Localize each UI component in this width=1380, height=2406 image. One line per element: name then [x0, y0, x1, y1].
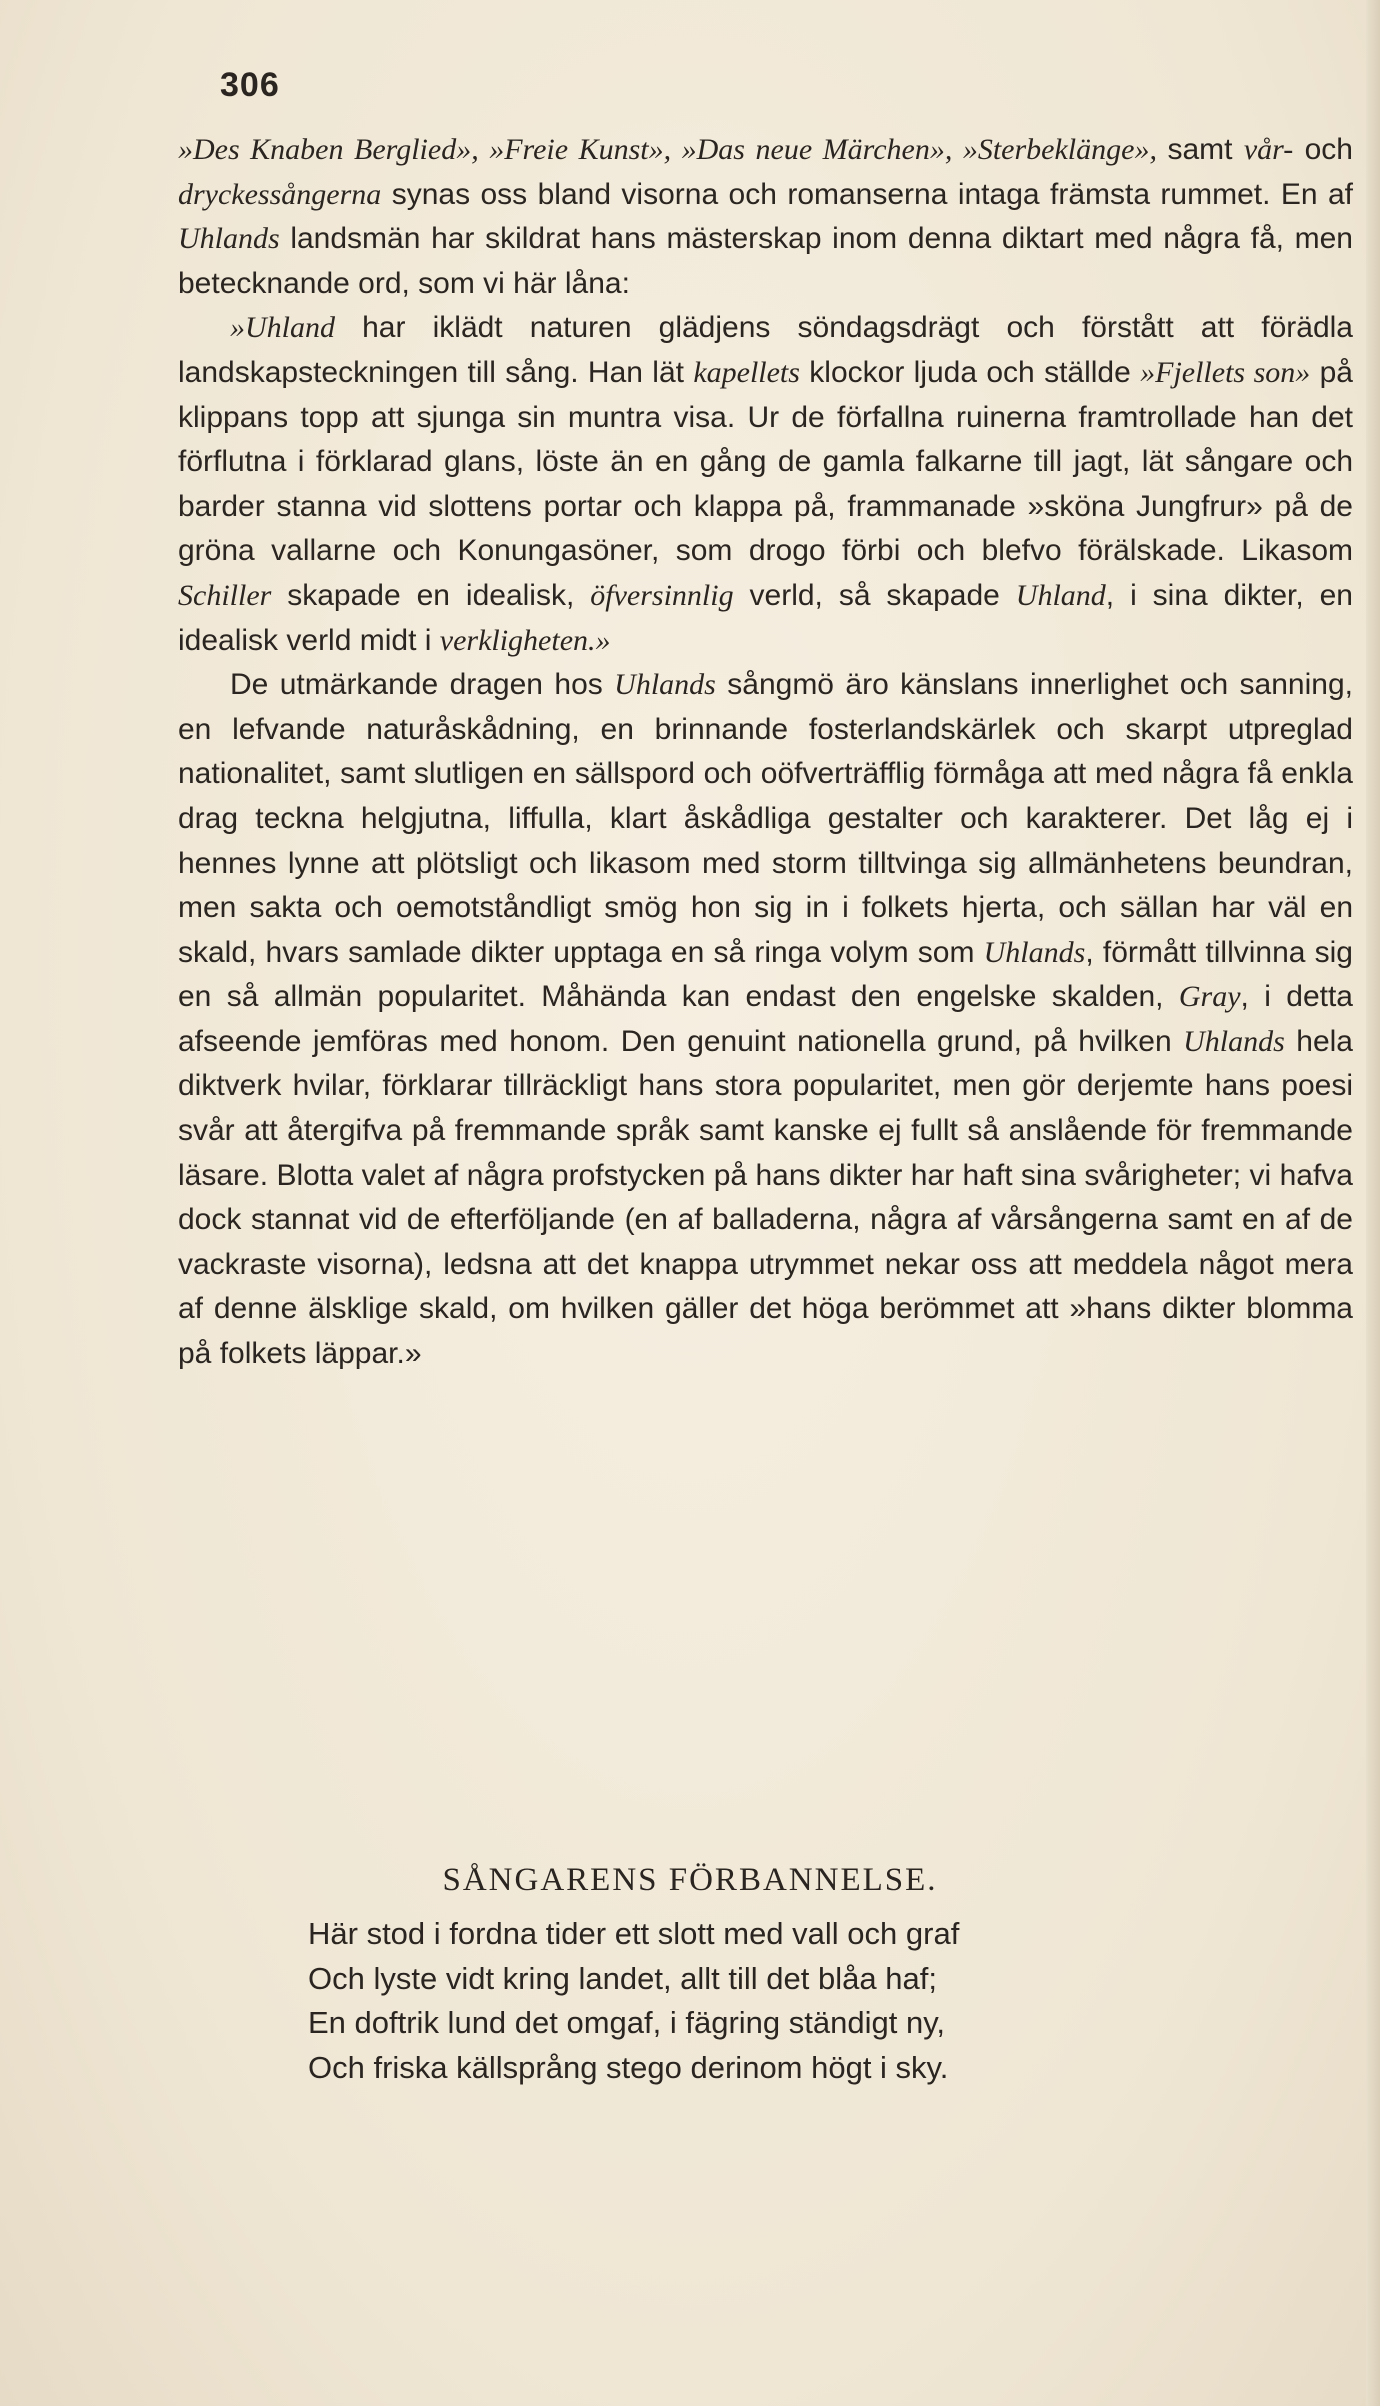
italic-text: dryckessångerna — [178, 177, 382, 211]
page-edge — [1366, 0, 1380, 2406]
italic-text: Schiller — [178, 578, 272, 612]
italic-text: Uhlands — [178, 222, 280, 256]
italic-text: Uhlands — [614, 668, 716, 702]
text-run: , i detta afseende jemföras med honom. Den genuint nationella grund, på hvilken — [178, 980, 1353, 1058]
italic-text: kapellets — [693, 355, 800, 389]
text-run: på klippans topp att sjunga sin muntra visa. Ur de förfallna ruinerna framtrollade han det förflutna i förklarad glans, löste än en gång de gamla falkarne till jagt, lät sångare och barder stanna vid slottens portar och klappa på, frammanade »sköna Jungfrur» på de gröna vallarne och Konungasöner, som drogo förbi och blefvo förälskade. Likasom — [178, 355, 1353, 568]
italic-text: öfversinnlig — [590, 578, 734, 612]
text-run: har iklädt naturen glädjens söndagsdrägt och förstått att förädla landskapsteckningen till sång. Han lät — [178, 311, 1353, 389]
page-number: 306 — [220, 66, 280, 104]
text-run: samt — [1167, 133, 1244, 166]
text-run: landsmän har skildrat hans mästerskap inom denna diktart med några få, men betecknande ord, som vi här låna: — [178, 222, 1353, 300]
poem-line: Och lyste vidt kring landet, allt till det blåa haf; — [308, 1960, 937, 1996]
poem — [308, 1912, 1308, 2090]
italic-text: Uhland — [1015, 578, 1106, 612]
text-run: , i sina dikter, en idealisk verld midt i — [178, 578, 1353, 657]
poem-title: SÅNGARENS FÖRBANNELSE. — [442, 1862, 938, 1898]
paragraph — [178, 306, 1353, 663]
text-run: sångmö äro känslans innerlighet och sanning, en lefvande naturåskådning, en brinnande fosterlandskärlek och skarpt utpreglad nationalitet, samt slutligen en sällspord och oöfverträfflig förmåga att med några få enkla drag teckna helgjutna, liffulla, klart åskådliga gestalter och karakterer. Det låg ej i hennes lynne att plötsligt och likasom med storm tilltvinga sig allmänhetens beundran, men sakta och oemotståndligt smög hon sig in i folkets hjerta, och sällan har väl en skald, hvars samlade dikter upptaga en så ringa volym som — [178, 668, 1353, 969]
italic-text: Gray — [1178, 980, 1241, 1014]
paragraph — [178, 663, 1353, 1377]
poem-line: Och friska källsprång stego derinom högt i sky. — [308, 2049, 949, 2085]
text-run: verld, så skapade — [733, 578, 1016, 612]
poem-line: En doftrik lund det omgaf, i fägring ständigt ny, — [308, 2005, 946, 2041]
italic-text: verkligheten.» — [439, 623, 611, 657]
italic-text: Uhlands — [983, 935, 1086, 969]
italic-text: »Des Knaben Berglied», »Freie Kunst», »Das neue Märchen», »Sterbeklänge», — [178, 133, 1168, 166]
text-run: hela diktverk hvilar, förklarar tillräckligt hans stora popularitet, men gör derjemte hans poesi svår att återgifva på fremmande språk samt kanske ej fullt så anslående för fremmande läsare. Blotta valet af några profstycken på hans dikter har haft sina svårigheter; vi hafva dock stannat vid de efterföljande (en af balladerna, några af vårsångerna samt en af de vackraste visorna), ledsna att det knappa utrymmet nekar oss att meddela något mera af denne älsklige skald, om hvilken gäller det höga berömmet att »hans dikter blomma på folkets läppar.» — [178, 1024, 1353, 1371]
paragraph — [178, 128, 1353, 306]
text-run: , förmått tillvinna sig en så allmän popularitet. Måhända kan endast den engelske skalden, — [178, 935, 1353, 1014]
text-run: De utmärkande dragen hos — [230, 668, 615, 702]
italic-text: »Fjellets son» — [1140, 355, 1311, 389]
text-run: klockor ljuda och ställde — [799, 355, 1141, 389]
text-run: synas oss bland visorna och romanserna intaga främsta rummet. En af — [381, 177, 1353, 211]
text-run: skapade en idealisk, — [271, 578, 591, 612]
italic-text: vår- — [1243, 133, 1294, 166]
body-text — [178, 128, 1353, 1377]
text-run: och — [1293, 133, 1353, 166]
italic-text: »Uhland — [230, 311, 335, 345]
italic-text: Uhlands — [1183, 1024, 1285, 1058]
poem-line: Här stod i fordna tider ett slott med vall och graf — [308, 1916, 960, 1951]
